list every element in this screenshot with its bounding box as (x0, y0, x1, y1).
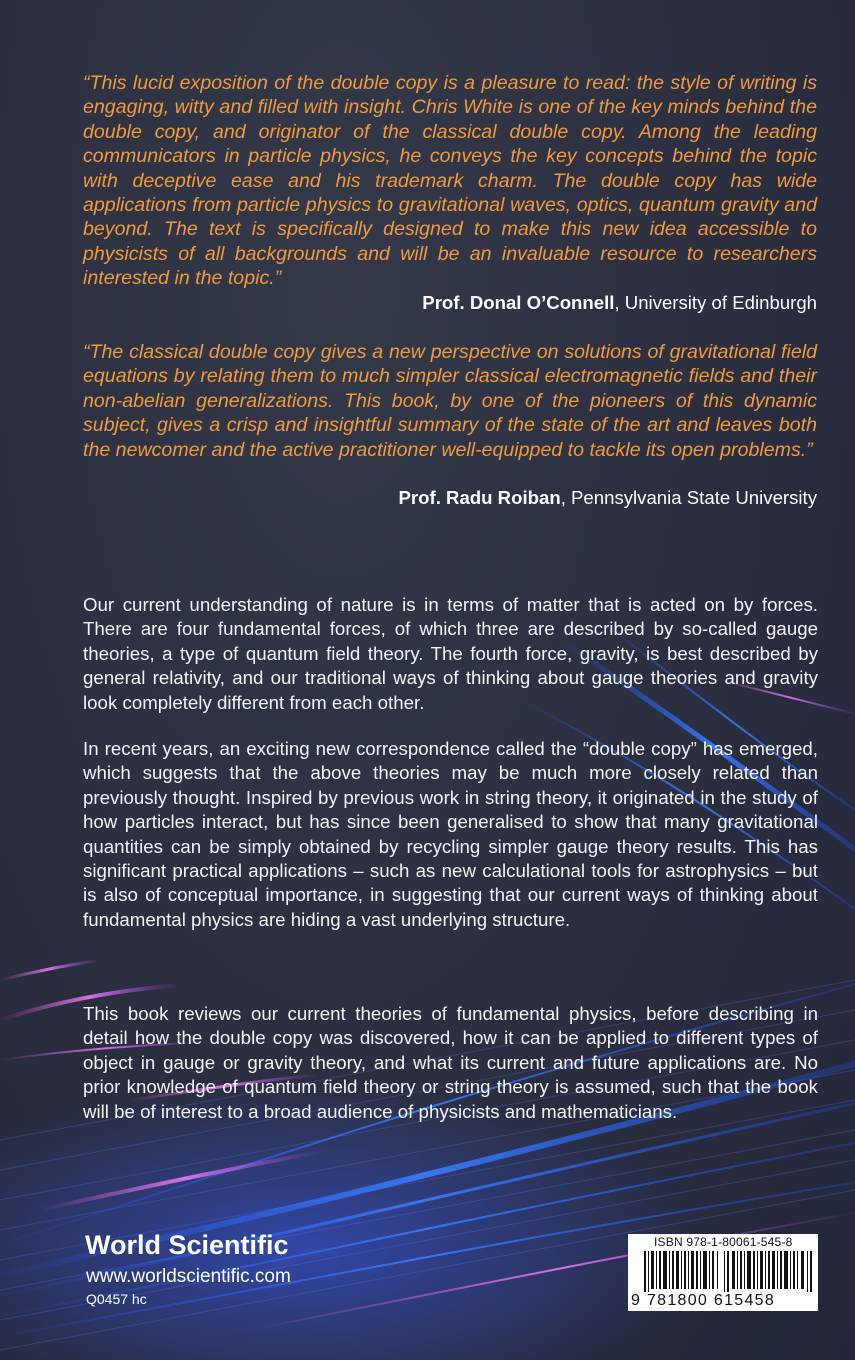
barcode-icon (644, 1251, 814, 1292)
publisher-url[interactable]: www.worldscientific.com (86, 1266, 291, 1287)
endorsement-attribution-2 (399, 487, 818, 509)
endorsement-author-1: Prof. Donal O’Connell (422, 292, 615, 313)
endorsement-quote-1: “This lucid exposition of the double copy is a pleasure to read: the style of writing is engaging, witty and filled with insight. Chris White is one of the key minds behind the double copy, and originator of the classical double copy. Among the leading communicators in particle physics, he conveys the key concepts behind the topic with deceptive ease and his trademark charm. The double copy has wide applications from particle physics to gravitational waves, optics, quantum gravity and beyond. The text is specifically designed to make this new idea accessible to physicists of all backgrounds and will be an invaluable resource to researchers interested in the topic.” (83, 72, 817, 290)
publisher-name: World Scientific (85, 1230, 289, 1260)
barcode-digits: 9 781800 615458 (631, 1292, 776, 1309)
endorsement-quote-2: “The classical double copy gives a new perspective on solutions of gravitational field equations by relating them to much simpler classical electromagnetic fields and their non-abelian generalizations. This book, by one of the pioneers of this dynamic subject, gives a crisp and insightful summary of the state of the art and leaves both the newcomer and the active practitioner well-equipped to tackle its open problems.” (83, 341, 817, 461)
blurb-paragraph-1: Our current understanding of nature is in terms of matter that is acted on by forces. There are four fundamental forces, of which three are described by so-called gauge theories, a type of quantum field theory. The fourth force, gravity, is best described by general relativity, and our traditional ways of thinking about gauge theories and gravity look completely different from each other. (83, 594, 818, 713)
product-code: Q0457 hc (86, 1291, 147, 1307)
endorsement-affiliation-1: , University of Edinburgh (614, 292, 817, 313)
blurb-paragraph-3: This book reviews our current theories of fundamental physics, before describing in detail how the double copy was discovered, how it can be applied to different types of object in gauge or gravity theory, and what its current and future applications are. No prior knowledge of quantum field theory or string theory is assumed, such that the book will be of interest to a broad audience of physicists and mathematicians. (83, 1003, 818, 1122)
endorsement-attribution-1 (422, 292, 817, 314)
endorsement-author-2: Prof. Radu Roiban (398, 487, 561, 508)
isbn-barcode-label (628, 1234, 818, 1311)
blurb-paragraph-2: In recent years, an exciting new correspondence called the “double copy” has emerged, which suggests that the above theories may be much more closely related than previously thought. Inspired by previous work in string theory, it originated in the study of how particles interact, but has since been generalised to show that many gravitational quantities can be simply obtained by recycling simpler gauge theory results. This has significant practical applications – such as new calculational tools for astrophysics – but is also of conceptual importance, in suggesting that our current ways of thinking about fundamental physics are hiding a vast underlying structure. (83, 738, 818, 930)
endorsement-affiliation-2: , Pennsylvania State University (560, 487, 817, 508)
isbn-number: ISBN 978-1-80061-545-8 (654, 1235, 793, 1249)
